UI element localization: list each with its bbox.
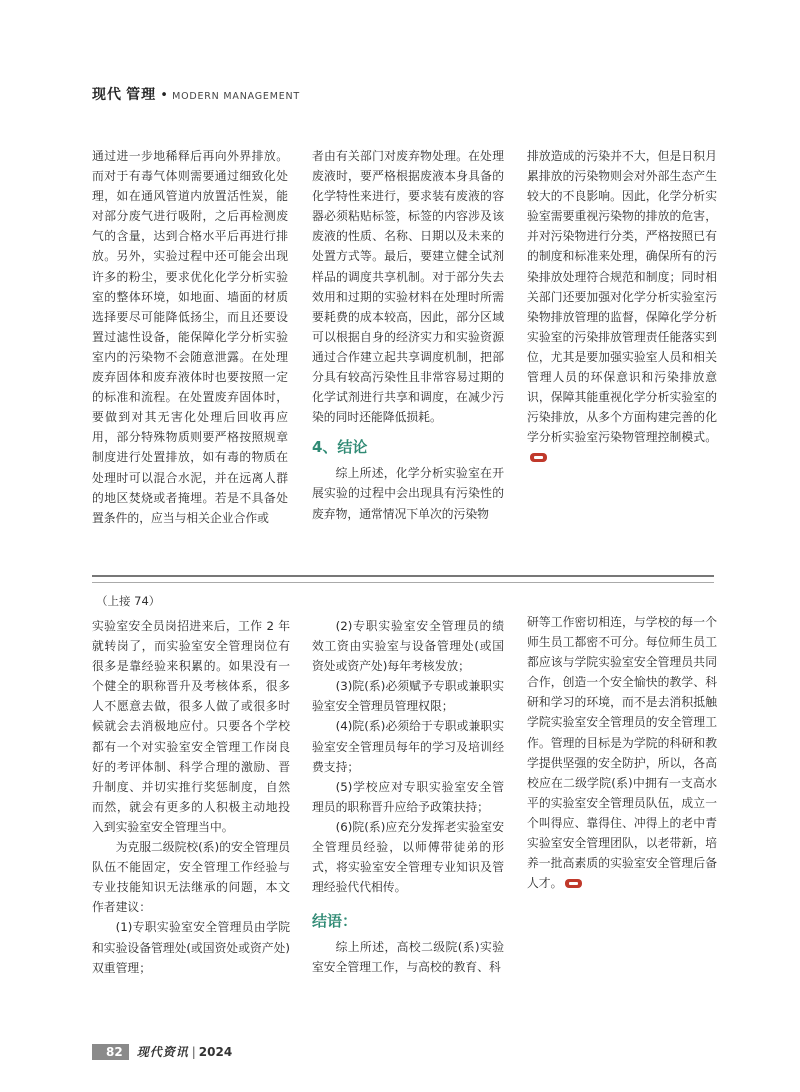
list-item: (6)院(系)应充分发挥老实验室安全管理员经验，以师傅带徒弟的形式，将实验室安全管理专业知识及管理经验代代相传。 xyxy=(312,819,504,895)
paragraph xyxy=(527,146,717,468)
page-number: 82 xyxy=(92,1044,129,1060)
top-column-1 xyxy=(92,146,288,528)
end-mark-icon xyxy=(565,879,582,888)
paragraph: 综上所述，高校二级院(系)实验室安全管理工作，与高校的教育、科 xyxy=(312,940,504,975)
issue-year: 2024 xyxy=(198,1044,233,1059)
bottom-column-3 xyxy=(527,612,717,893)
bottom-column-2 xyxy=(312,616,504,978)
footer-separator: | xyxy=(191,1044,196,1059)
top-column-2 xyxy=(312,146,504,524)
paragraph-text: 排放造成的污染并不大，但是日积月累排放的污染物则会对外部生态产生较大的不良影响。因此，化学分析实验室需要重视污染物的排放的危害，并对污染物进行分类，严格按照已有的制度和标准来处理，确保所有的污染排放处理符合规范和制度；同时相关部门还要加强对化学分析实验室污染物排放管理的监督，保障化学分析实验室的污染排放管理责任能落实到位，尤其是要加强实验室人员和相关管理人员的环保意识和污染排放意识，保障其能重视化学分析实验室的污染排放，从多个方面构建完善的化学分析实验室污染物管理控制模式。 xyxy=(527,149,717,445)
paragraph: 综上所述，化学分析实验室在开展实验的过程中会出现具有污染性的废弃物，通常情况下单次的污染物 xyxy=(312,466,504,521)
magazine-name: 现代资讯 xyxy=(136,1045,189,1059)
header-section: 管理 xyxy=(126,87,157,103)
header-subtitle: MODERN MANAGEMENT xyxy=(172,91,301,102)
running-header xyxy=(92,84,300,104)
paragraph: 通过进一步地稀释后再向外界排放。而对于有毒气体则需要通过细致化处理，如在通风管道内放置活性炭，能对部分废气进行吸附，之后再检测废气的含量，达到合格水平后再进行排放。另外，实验过程中还可能会出现许多的粉尘，要求优化化学分析实验室的整体环境，如地面、墙面的材质选择要尽可能降低扬尘，而且还要设置过滤性设备，能保障化学分析实验室内的污染物不会随意泄露。在处理废弃固体和废弃液体时也要按照一定的标准和流程。在处置废弃固体时，要做到对其无害化处理后回收再应用，部分特殊物质则要严格按照规章制度进行处置排放，如有毒的物质在处理时可以混合水泥，并在远离人群的地区焚烧或者掩埋。若是不具备处置条件的，应当与相关企业合作或 xyxy=(92,149,288,525)
page-footer xyxy=(92,1043,232,1060)
continued-from-label: （上接 74） xyxy=(96,594,161,608)
list-item: (4)院(系)必须给于专职或兼职实验室安全管理员每年的学习及培训经费支持； xyxy=(312,719,504,774)
bottom-column-1 xyxy=(92,616,290,978)
list-item: (3)院(系)必须赋予专职或兼职实验室安全管理员管理权限； xyxy=(312,679,504,714)
header-dot: • xyxy=(160,88,168,103)
list-item: (5)学校应对专职实验室安全管理员的职称晋升应给予政策扶持； xyxy=(312,779,504,814)
paragraph-text: 研等工作密切相连，与学校的每一个师生员工都密不可分。每位师生员工都应该与学院实验室安全管理员共同合作，创造一个安全愉快的教学、科研和学习的环境，而不是去消积抵触学院实验室安全管理员的安全管理工作。管理的目标是为学院的科研和教学提供坚强的安全防护，所以，各高校应在二级学院(系)中拥有一支高水平的实验室安全管理员队伍，成立一个叫得应、靠得住、冲得上的老中青实验室安全管理团队，以老带新，培养一批高素质的实验室安全管理后备人才。 xyxy=(527,615,717,891)
list-item: (2)专职实验室安全管理员的绩效工资由实验室与设备管理处(或国资处或资产处)每年考核发放； xyxy=(312,619,504,674)
end-mark-icon xyxy=(530,453,547,462)
paragraph: 者由有关部门对废弃物处理。在处理废液时，要严格根据废液本身具备的化学特性来进行，要求装有废液的容器必须粘贴标签，标签的内容涉及该废液的性质、名称、日期以及未来的处置方式等。最后，要建立健全试剂样品的调度共享机制。对于部分失去效用和过期的实验材料在处理时所需要耗费的成本较高，因此，部分区域可以根据自身的经济实力和实验资源通过合作建立起共享调度机制，把部分具有较高污染性且非常容易过期的化学试剂进行共享和调度，在减少污染的同时还能降低损耗。 xyxy=(312,149,504,425)
header-brand: 现代 xyxy=(92,87,122,103)
section-heading-conclusion: 4、结论 xyxy=(312,438,368,457)
paragraph: 为克服二级院校(系)的安全管理员队伍不能固定，安全管理工作经验与专业技能知识无法继承的问题，本文作者建议： xyxy=(92,840,290,915)
top-column-3 xyxy=(527,146,717,468)
article-divider xyxy=(92,575,714,583)
section-heading-epilogue: 结语： xyxy=(312,912,358,931)
paragraph xyxy=(527,612,717,893)
paragraph: 实验室安全员岗招进来后，工作 2 年就转岗了，而实验室安全管理岗位有很多是靠经验来积累的。如果没有一个健全的职称晋升及考核体系，很多人不愿意去做，很多人做了或很多时候就会去消极地应付。只要各个学校都有一个对实验室安全管理工作岗良好的考评体制、科学合理的激励、晋升制度、并切实推行奖惩制度，自然而然，就会有更多的人积极主动地投入到实验室安全管理当中。 xyxy=(92,619,290,834)
paragraph: (1)专职实验室安全管理员由学院和实验设备管理处(或国资处或资产处)双重管理； xyxy=(92,920,290,975)
